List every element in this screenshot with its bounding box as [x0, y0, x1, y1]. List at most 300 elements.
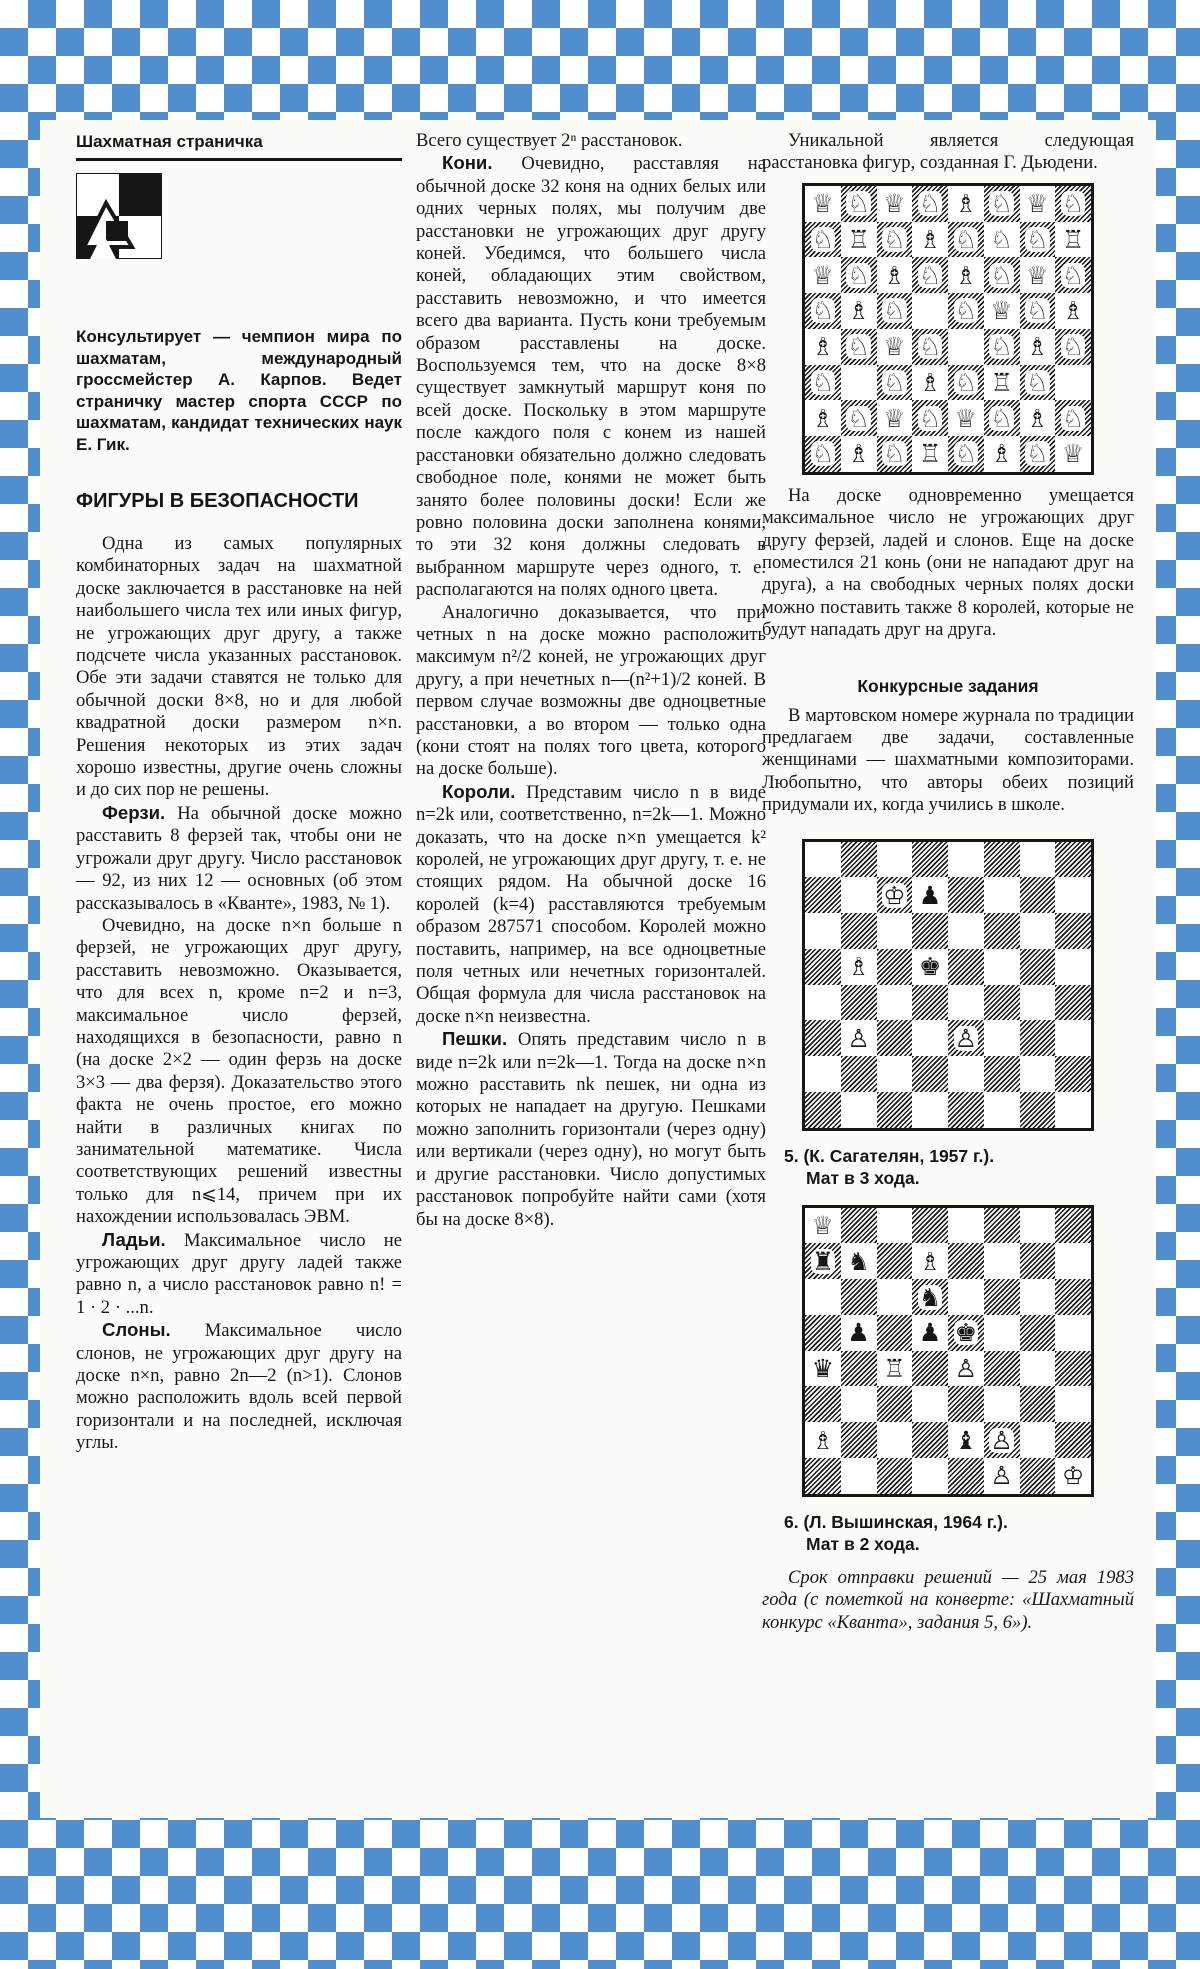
- board-square: [805, 400, 841, 436]
- board-square: [912, 436, 948, 472]
- board-square: [1055, 1386, 1091, 1422]
- board-square: [912, 1208, 948, 1244]
- board-square: [912, 985, 948, 1021]
- board-square: [984, 257, 1020, 293]
- chess-piece: ♘: [1061, 332, 1085, 362]
- board-square: [805, 365, 841, 401]
- board-square: [912, 1422, 948, 1458]
- board-square: [841, 1020, 877, 1056]
- board-square: [877, 1056, 913, 1092]
- board-square: [1055, 1279, 1091, 1315]
- contest-title: Конкурсные задания: [857, 675, 1039, 696]
- board-square: [984, 1386, 1020, 1422]
- board-square: [984, 1208, 1020, 1244]
- chess-piece: ♖: [883, 1354, 906, 1384]
- board-square: [841, 1458, 877, 1494]
- board-square: [984, 913, 1020, 949]
- chess-piece: ♗: [954, 189, 978, 219]
- knights-text: Очевидно, расставляя на обычной доске 32 коня на одних белых или одних черных полях, мы получим две расстановки не угрожающих друг другу коней. Убедимся, что большего числа коней, обладающих этим свойством, расставить невозможно, и что имеется всего два варианта. Пусть кони требуемым образом расставлены на доске. Воспользуемся тем, что на доске 8×8 существует замкнутый маршрут коня по всей доске. Поскольку в этом маршруте после каждого поля с конем из нашей расстановки обязательно должно следовать свободное поле, конями не может быть занято более половины доски! Если же ровно половина доски заполнена конями, то эти 32 коня должны следовать в выбранном маршруте через одного, т. е. располагаются на полях одного цвета.: [416, 153, 766, 601]
- board-square: [948, 329, 984, 365]
- chess-piece: ♘: [811, 367, 835, 397]
- board-square: [1055, 1422, 1091, 1458]
- board-square: [805, 913, 841, 949]
- chess-piece: ♕: [1026, 260, 1049, 290]
- board-square: [948, 257, 984, 293]
- chess-piece: ♘: [990, 403, 1013, 433]
- board-square: [912, 1315, 948, 1351]
- bishops-text: Максимальное число слонов, не угрожающих друг другу на доске n×n, равно 2n—2 (n>1). Слонов можно расположить вдоль всей первой горизонтали и на последней, исключая углы.: [76, 1320, 402, 1454]
- board-square: [912, 877, 948, 913]
- article-title: ФИГУРЫ В БЕЗОПАСНОСТИ: [76, 490, 359, 512]
- board-square: [1055, 257, 1091, 293]
- board-square: [1055, 293, 1091, 329]
- chess-piece: ♘: [954, 439, 978, 469]
- chess-piece: ♗: [847, 952, 870, 982]
- board-square: [877, 1279, 913, 1315]
- board-square: [912, 400, 948, 436]
- board-square: [877, 293, 913, 329]
- chess-piece: ♕: [990, 296, 1013, 326]
- chess-piece: ♘: [883, 367, 906, 397]
- chess-piece: ♙: [954, 1354, 978, 1384]
- board-square: [1020, 1092, 1056, 1128]
- board-square: [805, 877, 841, 913]
- chess-piece: ♗: [990, 439, 1013, 469]
- board-square: [984, 985, 1020, 1021]
- chess-piece: ♗: [811, 403, 835, 433]
- kings-text: Представим число n в виде n=2k или, соответственно, n=2k—1. Можно доказать, что на доске n×n умещается k² королей, не угрожающих друг другу, т. е. не стоящих рядом. На обычной доске 16 королей (k=4) расставляются требуемым образом 287571 способом. Королей можно поставить, например, на все одноцветные поля четных или нечетных горизонталей. Общая формула для числа расстановок на доске n×n неизвестна.: [416, 781, 766, 1027]
- board-square: [841, 1092, 877, 1128]
- dudeney-chessboard: [802, 183, 1094, 475]
- chess-piece: ♖: [990, 367, 1013, 397]
- bishops-count-paragraph: Всего существует 2ⁿ расстановок.: [416, 130, 683, 151]
- board-square: [841, 877, 877, 913]
- board-square: [877, 1351, 913, 1387]
- chess-piece: ♗: [811, 1425, 835, 1455]
- board-square: [984, 1056, 1020, 1092]
- board-square: [984, 949, 1020, 985]
- board-square: [841, 1351, 877, 1387]
- bishops-heading: Слоны.: [102, 1319, 171, 1341]
- board-square: [805, 1056, 841, 1092]
- board-square: [877, 186, 913, 222]
- board-square: [841, 913, 877, 949]
- contest-text: В мартовском номере журнала по традиции предлагаем две задачи, составленные женщинами — шахматными композиторами. Любопытно, что авторы обеих позиций придумали их, когда учились в школе.: [762, 704, 1134, 816]
- chess-piece: ♘: [883, 439, 906, 469]
- chess-piece: ♘: [1026, 224, 1049, 254]
- chess-piece: ♘: [847, 260, 870, 290]
- board-square: [948, 222, 984, 258]
- chess-section-logo-icon: [76, 173, 162, 259]
- board-square: [1020, 329, 1056, 365]
- chess-piece: ♘: [918, 189, 942, 219]
- chess-piece: ♘: [990, 332, 1013, 362]
- board-square: [805, 949, 841, 985]
- board-square: [805, 1243, 841, 1279]
- problem-6-caption: [762, 1511, 1134, 1555]
- chess-piece: ♘: [1026, 367, 1049, 397]
- board-square: [948, 436, 984, 472]
- board-square: [1055, 877, 1091, 913]
- chess-piece: ♘: [847, 332, 870, 362]
- rooks-heading: Ладьи.: [102, 1228, 166, 1250]
- board-square: [877, 436, 913, 472]
- board-square: [984, 1279, 1020, 1315]
- column-3: [762, 130, 1134, 1634]
- chess-piece: ♕: [811, 1211, 835, 1241]
- board-square: [1020, 1315, 1056, 1351]
- chess-piece: ♕: [954, 403, 978, 433]
- chess-piece: ♗: [1026, 332, 1049, 362]
- chess-piece: ♘: [954, 296, 978, 326]
- board-square: [805, 1279, 841, 1315]
- board-square: [984, 1315, 1020, 1351]
- board-square: [805, 1351, 841, 1387]
- dudeney-intro: Уникальной является следующая расстановка фигур, созданная Г. Дьюдени.: [762, 130, 1134, 174]
- board-square: [912, 1458, 948, 1494]
- board-square: [877, 877, 913, 913]
- queens-paragraph: [76, 802, 402, 915]
- board-square: [948, 1243, 984, 1279]
- board-square: [948, 1092, 984, 1128]
- chess-piece: ♟: [918, 1318, 942, 1348]
- board-square: [1020, 1386, 1056, 1422]
- board-square: [1055, 1243, 1091, 1279]
- board-square: [1020, 400, 1056, 436]
- board-square: [877, 400, 913, 436]
- board-square: [877, 1020, 913, 1056]
- chess-piece: ♗: [1026, 403, 1049, 433]
- chess-piece: ♘: [847, 403, 870, 433]
- chess-piece: ♘: [1026, 439, 1049, 469]
- board-square: [912, 1056, 948, 1092]
- board-square: [841, 949, 877, 985]
- board-square: [805, 1020, 841, 1056]
- board-square: [1020, 877, 1056, 913]
- board-square: [1055, 985, 1091, 1021]
- board-square: [912, 329, 948, 365]
- chess-piece: ♙: [990, 1461, 1013, 1491]
- board-square: [948, 1458, 984, 1494]
- column-2: [416, 130, 766, 1231]
- board-square: [948, 985, 984, 1021]
- kings-paragraph: [416, 781, 766, 1028]
- board-square: [877, 1208, 913, 1244]
- board-square: [1055, 913, 1091, 949]
- chess-piece: ♕: [1026, 189, 1049, 219]
- board-square: [948, 842, 984, 878]
- dudeney-description: На доске одновременно умещается максимальное число не угрожающих друг другу ферзей, ладей и слонов. Еще на доске поместился 21 конь (они не нападают друг на друга), а на свободных черных полях доски можно поставить также 8 королей, которые не будут нападать друг на друга.: [762, 484, 1134, 641]
- pawns-heading: Пешки.: [442, 1028, 508, 1050]
- chess-piece: ♗: [847, 296, 870, 326]
- board-square: [1055, 1056, 1091, 1092]
- board-square: [877, 1092, 913, 1128]
- board-square: [877, 949, 913, 985]
- board-square: [1020, 1056, 1056, 1092]
- board-square: [877, 842, 913, 878]
- board-square: [1055, 842, 1091, 878]
- board-square: [841, 257, 877, 293]
- board-square: [877, 329, 913, 365]
- board-square: [948, 186, 984, 222]
- board-square: [877, 1458, 913, 1494]
- chess-piece: ♘: [918, 260, 942, 290]
- chess-piece: ♖: [1061, 224, 1085, 254]
- chess-piece: ♔: [1061, 1461, 1085, 1491]
- board-square: [948, 1020, 984, 1056]
- board-square: [984, 436, 1020, 472]
- intro-paragraph: Одна из самых популярных комбинаторных задач на шахматной доске заключается в расстановке на ней наибольшего числа тех или иных фигур, не угрожающих друг другу, а также подсчете числа указанных расстановок. Обе эти задачи ставятся не только для обычной доски 8×8, но и для любой квадратной доски размером n×n. Решения некоторых из этих задач хорошо известны, другие очень сложны и до сих пор не решены.: [76, 533, 402, 801]
- board-square: [805, 985, 841, 1021]
- board-square: [912, 913, 948, 949]
- board-square: [841, 1243, 877, 1279]
- board-square: [841, 400, 877, 436]
- board-square: [912, 257, 948, 293]
- chess-piece: ♕: [883, 403, 906, 433]
- board-square: [984, 329, 1020, 365]
- pawns-paragraph: [416, 1028, 766, 1231]
- board-square: [912, 365, 948, 401]
- board-square: [841, 186, 877, 222]
- board-square: [1055, 949, 1091, 985]
- board-square: [912, 1386, 948, 1422]
- rooks-text: Максимальное число не угрожающих друг другу ладей также равно n, а число расстановок равно n! = 1 · 2 · ...n.: [76, 1229, 402, 1318]
- chess-piece: ♝: [954, 1425, 978, 1455]
- board-square: [805, 1208, 841, 1244]
- board-square: [948, 913, 984, 949]
- board-square: [984, 1458, 1020, 1494]
- rooks-paragraph: [76, 1229, 402, 1320]
- board-square: [948, 400, 984, 436]
- board-square: [805, 293, 841, 329]
- board-square: [877, 222, 913, 258]
- chess-piece: ♗: [847, 439, 870, 469]
- board-square: [877, 1243, 913, 1279]
- board-square: [948, 1315, 984, 1351]
- chess-piece: ♗: [918, 224, 942, 254]
- board-square: [841, 985, 877, 1021]
- queens-heading: Ферзи.: [102, 801, 166, 823]
- chess-piece: ♔: [883, 880, 906, 910]
- board-square: [912, 1279, 948, 1315]
- problem-6-chessboard: [802, 1205, 1094, 1497]
- chess-piece: ♘: [811, 439, 835, 469]
- board-square: [841, 365, 877, 401]
- chess-piece: ♗: [918, 1246, 942, 1276]
- chess-piece: ♚: [954, 1318, 978, 1348]
- board-square: [877, 1422, 913, 1458]
- chess-piece: ♟: [918, 880, 942, 910]
- board-square: [948, 1422, 984, 1458]
- board-square: [805, 1315, 841, 1351]
- board-square: [1055, 400, 1091, 436]
- problem-5-caption: [762, 1145, 1134, 1189]
- board-square: [984, 1422, 1020, 1458]
- problem-5-task: Мат в 3 хода.: [806, 1167, 920, 1188]
- chess-piece: ♘: [811, 224, 835, 254]
- board-square: [841, 1315, 877, 1351]
- board-square: [805, 329, 841, 365]
- consultant-note: Консультирует — чемпион мира по шахматам, международный гроссмейстер А. Карпов. Ведет страничку мастер спорта СССР по шахматам, кандидат технических наук Е. Гик.: [76, 327, 402, 454]
- board-square: [1020, 365, 1056, 401]
- board-square: [912, 949, 948, 985]
- board-square: [841, 1208, 877, 1244]
- board-square: [948, 877, 984, 913]
- magazine-page: [40, 120, 1156, 1818]
- board-square: [877, 1315, 913, 1351]
- board-square: [1020, 913, 1056, 949]
- board-square: [984, 842, 1020, 878]
- board-square: [912, 1351, 948, 1387]
- board-square: [877, 1386, 913, 1422]
- chess-piece: ♙: [954, 1023, 978, 1053]
- chess-piece: ♘: [990, 260, 1013, 290]
- board-square: [1020, 186, 1056, 222]
- column-1: [76, 130, 402, 1455]
- chess-piece: ♗: [883, 260, 906, 290]
- board-square: [877, 913, 913, 949]
- board-square: [948, 1351, 984, 1387]
- board-square: [1055, 1458, 1091, 1494]
- section-header: Шахматная страничка: [76, 132, 402, 161]
- chess-piece: ♘: [954, 224, 978, 254]
- chess-piece: ♙: [990, 1425, 1013, 1455]
- board-square: [1020, 842, 1056, 878]
- board-square: [912, 293, 948, 329]
- board-square: [1020, 257, 1056, 293]
- board-square: [948, 1386, 984, 1422]
- problem-5-chessboard: [802, 839, 1094, 1131]
- chess-piece: ♞: [847, 1246, 870, 1276]
- board-square: [984, 1092, 1020, 1128]
- chess-piece: ♗: [918, 367, 942, 397]
- board-square: [912, 222, 948, 258]
- kings-heading: Короли.: [442, 780, 516, 802]
- board-square: [1055, 1092, 1091, 1128]
- board-square: [1020, 293, 1056, 329]
- board-square: [841, 436, 877, 472]
- board-square: [841, 222, 877, 258]
- board-square: [948, 1279, 984, 1315]
- board-square: [841, 842, 877, 878]
- board-square: [1020, 222, 1056, 258]
- board-square: [1020, 1243, 1056, 1279]
- chess-piece: ♛: [811, 1354, 835, 1384]
- chess-piece: ♕: [811, 189, 835, 219]
- board-square: [841, 329, 877, 365]
- board-square: [1055, 365, 1091, 401]
- board-square: [1020, 1208, 1056, 1244]
- board-square: [984, 400, 1020, 436]
- board-square: [1020, 949, 1056, 985]
- chess-piece: ♘: [1061, 189, 1085, 219]
- board-square: [841, 293, 877, 329]
- board-square: [948, 949, 984, 985]
- board-square: [948, 365, 984, 401]
- chess-piece: ♘: [1026, 296, 1049, 326]
- chess-piece: ♘: [954, 367, 978, 397]
- chess-piece: ♗: [811, 332, 835, 362]
- chess-piece: ♞: [918, 1282, 942, 1312]
- board-square: [912, 1092, 948, 1128]
- board-square: [948, 1208, 984, 1244]
- queens-paragraph-2: Очевидно, на доске n×n больше n ферзей, не угрожающих друг другу, расставить невозможно. Оказывается, что для всех n, кроме n=2 и n=3, максимальное число ферзей, находящихся в безопасности, равно n (на доске 2×2 — один ферзь на доске 3×3 — два ферзя). Доказательство этого факта не очень простое, его можно найти в различных книгах по занимательной математике. Числа соответствующих решений известны только для n⩽14, причем при их нахождении использовалась ЭВМ.: [76, 914, 402, 1228]
- board-square: [948, 1056, 984, 1092]
- knights-paragraph-2: Аналогично доказывается, что при четных n на доске можно расположить максимум n²/2 коней, не угрожающих друг другу, а при нечетных n—(n²+1)/2 коней. В первом случае возможны две одноцветные расстановки, а во втором — только одна (кони стоят на полях того цвета, которого на доске больше).: [416, 601, 766, 780]
- chess-piece: ♕: [811, 260, 835, 290]
- board-square: [984, 222, 1020, 258]
- board-square: [1055, 329, 1091, 365]
- board-square: [912, 842, 948, 878]
- board-square: [1020, 1020, 1056, 1056]
- board-square: [805, 436, 841, 472]
- board-square: [1055, 1020, 1091, 1056]
- board-square: [984, 1351, 1020, 1387]
- chess-piece: ♘: [883, 296, 906, 326]
- chess-piece: ♘: [918, 403, 942, 433]
- board-square: [805, 1386, 841, 1422]
- board-square: [1020, 985, 1056, 1021]
- board-square: [877, 257, 913, 293]
- board-square: [1055, 1351, 1091, 1387]
- board-square: [1020, 436, 1056, 472]
- problem-6-task: Мат в 2 хода.: [806, 1533, 920, 1554]
- chess-piece: ♘: [990, 224, 1013, 254]
- board-square: [984, 293, 1020, 329]
- board-square: [805, 222, 841, 258]
- chess-piece: ♗: [1061, 296, 1085, 326]
- board-square: [984, 365, 1020, 401]
- chess-piece: ♘: [811, 296, 835, 326]
- chess-piece: ♖: [847, 224, 870, 254]
- queens-text: На обычной доске можно расставить 8 ферзей так, чтобы они не угрожали друг другу. Число расстановок — 92, из них 12 — основных (об этом рассказывалось в «Кванте», 1983, № 1).: [76, 802, 402, 914]
- chess-piece: ♟: [847, 1318, 870, 1348]
- board-square: [805, 257, 841, 293]
- board-square: [984, 1243, 1020, 1279]
- bishops-paragraph: [76, 1319, 402, 1454]
- board-square: [1055, 222, 1091, 258]
- chess-piece: ♕: [1061, 439, 1085, 469]
- chess-piece: ♘: [883, 224, 906, 254]
- chess-piece: ♘: [918, 332, 942, 362]
- problem-5-author: 5. (К. Сагателян, 1957 г.).: [784, 1145, 995, 1166]
- chess-piece: ♘: [990, 189, 1013, 219]
- board-square: [1020, 1458, 1056, 1494]
- board-square: [805, 842, 841, 878]
- knights-heading: Кони.: [442, 152, 493, 174]
- chess-piece: ♕: [883, 332, 906, 362]
- board-square: [1020, 1351, 1056, 1387]
- board-square: [805, 1458, 841, 1494]
- pawns-text: Опять представим число n в виде n=2k или n=2k—1. Тогда на доске n×n можно расставить nk пешек, ни одна из которых не нападает на другую. Пешками можно заполнить горизонтали (через одну) или вертикали (через одну), но могут быть и другие расстановки. Число допустимых расстановок попробуйте найти сами (хотя бы на доске 8×8).: [416, 1029, 766, 1230]
- problem-6-author: 6. (Л. Вышинская, 1964 г.).: [784, 1511, 1008, 1532]
- board-square: [948, 293, 984, 329]
- board-square: [841, 1422, 877, 1458]
- chess-piece: ♕: [883, 189, 906, 219]
- board-square: [984, 1020, 1020, 1056]
- board-square: [877, 365, 913, 401]
- chess-piece: ♘: [847, 189, 870, 219]
- board-square: [984, 877, 1020, 913]
- board-square: [841, 1279, 877, 1315]
- knights-paragraph: [416, 152, 766, 601]
- chess-piece: ♘: [1061, 403, 1085, 433]
- board-square: [841, 1056, 877, 1092]
- chess-piece: ♗: [954, 260, 978, 290]
- chess-piece: ♙: [847, 1023, 870, 1053]
- board-square: [912, 1243, 948, 1279]
- board-square: [805, 1422, 841, 1458]
